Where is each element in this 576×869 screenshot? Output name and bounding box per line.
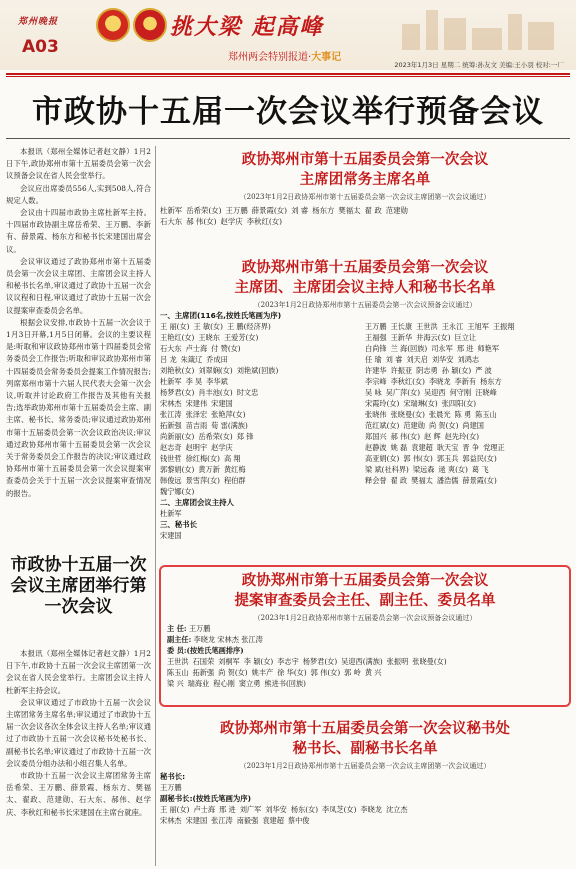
name-row	[160, 453, 365, 464]
person-name: 潘浩儒	[436, 476, 459, 485]
person-name: 景雪萍(女)	[185, 476, 220, 485]
name-row	[365, 398, 570, 409]
article-paragraph: 本报讯（郑州全媒体记者赵文静）1月2日下午,政协郑州市第十五届委员会第一次会议预备会议在省人民会堂举行。	[6, 147, 151, 181]
name-row	[160, 398, 365, 409]
article-paragraph: 根据会议安排,市政协十五届一次会议于1月3日开幕,1月5日闭幕。会议的主要议程是:听取和审议政协郑州市第十四届委员会常务委员会工作报告;听取和审议政协郑州市第十四届委员会常务委员会提案工作情况报告;列席郑州市第十六届人民代表大会第一次会议,听取并讨论政府工作报告及其他有关报告;选举政协郑州市第十五届委员会主席、副主席、秘书长、常务委员;审议通过政协郑州市第十五届委员会第一次会议政治决议;审议通过政协郑州市第十五届委员会第一次会议关于常务委员会工作报告的决议;审议通过政协郑州市第十五届委员会第一次会议提案审查委员会关于十五届一次会议提案审查情况的报告。	[6, 317, 151, 498]
director-name: 王万鹏	[188, 624, 211, 633]
name-row	[167, 667, 563, 678]
person-name: 许建华	[365, 366, 387, 375]
person-name: 王福强	[365, 333, 387, 342]
person-name: 王永江	[441, 322, 464, 331]
person-name: 刘华安	[431, 355, 454, 364]
person-name: 苗吉雨	[185, 421, 208, 430]
person-name: 井海云(女)	[416, 333, 451, 342]
person-name: 吴迎西	[424, 388, 446, 397]
list-note: （2023年1月2日政协郑州市第十五届委员会第一次会议主席团第一次会议通过）	[239, 762, 491, 770]
name-row	[365, 442, 570, 453]
person-name: 葛 飞	[471, 465, 489, 474]
national-emblem-icon	[96, 8, 130, 42]
person-name: 宋建国	[211, 399, 233, 408]
section-label: 秘书长:	[160, 772, 186, 781]
article-paragraph: 会议由十四届市政协主席杜新军主持。十四届市政协副主席岳希荣、王万鹏、李新有、薛景霞、杨东方和秘书长宋建国出席会议。	[6, 208, 151, 254]
deputy-names: 李晓龙 宋林杰 张江涛	[193, 635, 263, 644]
person-name: 荀 雷(满族)	[211, 421, 248, 430]
person-name: 尚 贺(女)	[428, 421, 459, 430]
name-row	[160, 332, 365, 343]
article-paragraph: 市政协十五届一次会议主席团常务主席岳希荣、王万鹏、薛景霞、杨东方、樊福太、翟政、范建勋、石大东、郝伟、赵学庆、李秋红和秘书长宋建国在主席台就座。	[6, 771, 151, 817]
person-name: 韩俊远	[160, 476, 182, 485]
masthead	[0, 0, 576, 70]
person-name: 郝 伟(女)	[186, 217, 217, 226]
name-row	[160, 409, 365, 420]
person-name: 郝 伟(女)	[390, 432, 421, 441]
list-title: 主席团、主席团会议主持人和秘书长名单	[234, 280, 496, 296]
person-name: 王 敏(女)	[193, 322, 223, 331]
article-paragraph: 会议应出席委员556人,实到508人,符合规定人数。	[6, 183, 151, 205]
person-name: 张晓伟	[365, 410, 387, 419]
sub-article	[6, 648, 151, 868]
person-name: 黄红梅	[223, 465, 246, 474]
headline-rule	[6, 138, 570, 139]
issue-meta: 2023年1月3日 星期二 统筹:孙友文 美编:王小羽 校对:一厂	[394, 61, 564, 69]
name-row	[365, 475, 570, 486]
person-name: 梁远森	[412, 465, 435, 474]
person-name: 陈玉山	[167, 668, 189, 677]
sub-article-headline: 市政协十五届一次会议主席团举行第一次会议	[10, 555, 147, 617]
person-name: 翟 政	[364, 206, 382, 215]
person-name: 王旭军	[467, 322, 489, 331]
person-name: 王长康	[390, 322, 413, 331]
person-name: 石国荣	[192, 657, 215, 666]
list-note: （2023年1月2日政协郑州市第十五届委员会第一次会议主席团第一次会议通过）	[239, 193, 491, 201]
person-name: 杜新军	[160, 377, 182, 386]
names-grid-left	[160, 321, 365, 497]
person-name: 高 翔	[223, 454, 241, 463]
person-name: 樊福太	[411, 476, 433, 485]
person-name: 卢士海	[193, 805, 216, 814]
person-name: 张晓曼(女)	[412, 657, 447, 666]
person-name: 赵学庆	[211, 443, 233, 452]
person-name: 刘鸿志	[457, 355, 480, 364]
person-name: 王新华	[390, 333, 413, 342]
person-name: 袁建超	[411, 443, 433, 452]
article-paragraph: 本报讯（郑州全媒体记者赵文静）1月2日下午,市政协十五届一次会议主席团第一次会议在省人民会堂举行。主席团会议主持人杜新军主持会议。	[6, 649, 151, 695]
person-name: 赵先玲(女)	[444, 432, 480, 441]
person-name: 窦立勇	[238, 679, 261, 688]
person-name: 吴广萍(女)	[385, 388, 421, 397]
person-name: 姚 磊	[390, 443, 408, 452]
person-name: 王万鹏	[225, 206, 248, 215]
person-name: 杨东方	[480, 377, 502, 386]
name-row	[160, 815, 570, 826]
person-name: 刘 睿	[291, 206, 309, 215]
secretariat-list	[160, 719, 570, 826]
person-name: 许振亚	[390, 366, 413, 375]
person-name: 沈立杰	[385, 805, 408, 814]
person-name: 翟 政	[390, 476, 408, 485]
person-name: 郭益民(女)	[462, 454, 497, 463]
name-row	[365, 387, 570, 398]
person-name: 徐 华(女)	[277, 668, 307, 677]
name-row	[160, 431, 365, 442]
person-name: 李志宇	[277, 657, 299, 666]
person-name: 吴迎西(满族)	[341, 657, 383, 666]
person-name: 肖丰池(女)	[198, 388, 233, 397]
person-name: 拓新强	[160, 421, 182, 430]
person-name: 程伯群	[223, 476, 246, 485]
person-name: 张晓曼(女)	[390, 410, 425, 419]
name-row	[365, 365, 570, 376]
name-row	[160, 354, 365, 365]
person-name: 李晓龙	[428, 377, 451, 386]
name-row	[160, 216, 570, 227]
person-name: 王 丽(女)	[160, 805, 190, 814]
person-name: 石大东	[160, 217, 183, 226]
person-name: 王世洪	[416, 322, 438, 331]
person-name: 邢 进	[456, 344, 474, 353]
director-label: 主 任:	[167, 624, 187, 633]
person-name: 吴 咏	[365, 388, 382, 397]
person-name: 王万鹏	[365, 322, 387, 331]
person-name: 赵志奇	[160, 443, 182, 452]
person-name: 李 颖(女)	[243, 657, 274, 666]
person-name: 宋林杰	[160, 816, 182, 825]
person-name: 薛景霞(女)	[462, 476, 497, 485]
person-name: 薛景霞(女)	[251, 206, 288, 215]
person-name: 白尚锋	[365, 344, 387, 353]
name-row	[160, 365, 365, 376]
name-row	[167, 656, 563, 667]
name-row	[160, 475, 365, 486]
person-name: 尚建国	[462, 421, 484, 430]
person-name: 付 赞(女)	[211, 344, 241, 353]
person-name: 王爱芳(女)	[223, 333, 259, 342]
members-row	[167, 645, 563, 656]
person-name: 梁 兴	[167, 679, 184, 688]
person-name: 郭 伟(女)	[403, 454, 433, 463]
person-name: 郭 伟(女)	[310, 668, 341, 677]
cppcc-emblem-icon	[133, 8, 167, 42]
person-name: 陈 勇	[454, 410, 472, 419]
list-title: 秘书长、副秘书长名单	[292, 741, 438, 757]
person-name: 刘华安	[265, 805, 287, 814]
person-name: 刘翠娴(女)	[198, 366, 233, 375]
person-name: 尚 贺(女)	[218, 668, 248, 677]
name-row	[160, 486, 365, 497]
name-row	[167, 678, 563, 689]
person-name: 梁 斌(社科界)	[365, 465, 409, 474]
person-name: 范建勋	[403, 421, 425, 430]
name-row	[160, 376, 365, 387]
person-name: 乔成田	[206, 355, 228, 364]
name-row	[365, 409, 570, 420]
presidium-list	[160, 258, 570, 541]
person-name: 李新有	[454, 377, 477, 386]
person-name: 王晓东	[198, 333, 220, 342]
proposal-review-committee-list	[159, 565, 571, 707]
person-name: 兰 海(回族)	[390, 344, 428, 353]
person-name: 黄 兴	[364, 668, 382, 677]
person-name: 姚丰产	[251, 668, 274, 677]
person-name: 任 瑜	[365, 355, 382, 364]
person-name: 张江涛	[160, 410, 182, 419]
name-row	[365, 321, 570, 332]
name-row	[160, 442, 365, 453]
person-name: 黄万新	[198, 465, 220, 474]
person-name: 樊福太	[338, 206, 361, 215]
deputy-label: 副主任:	[167, 635, 192, 644]
building-silhouette-icon	[392, 4, 572, 50]
person-name: 刘艳秋(女)	[160, 366, 195, 375]
person-name: 朱箴辽	[180, 355, 203, 364]
names-grid-right	[365, 321, 570, 497]
person-name: 师艳军	[477, 344, 500, 353]
person-name: 逯 爽(女)	[438, 465, 468, 474]
slogan-banner: 挑大梁 起高峰	[170, 15, 324, 40]
name-row	[160, 420, 365, 431]
person-name: 袁建超	[262, 816, 284, 825]
person-name: 石大东	[160, 344, 182, 353]
section-label: 一、主席团(116名,按姓氏笔画为序)	[160, 311, 282, 320]
person-name: 司永军	[431, 344, 453, 353]
person-name: 党理正	[483, 443, 505, 452]
person-name: 张江涛	[211, 816, 233, 825]
person-name: 刘 睿	[385, 355, 403, 364]
person-name: 李晓龙	[360, 805, 382, 814]
masthead-rule-thin	[6, 76, 570, 77]
person-name: 拓新强	[192, 668, 215, 677]
person-name: 岳希荣(女)	[186, 206, 222, 215]
name-row	[160, 205, 570, 216]
person-name: 巨立让	[454, 333, 477, 342]
name-row	[160, 464, 365, 475]
name-row	[160, 804, 570, 815]
person-name: 郑国兴	[365, 432, 387, 441]
name-row	[160, 387, 365, 398]
person-name: 刘天启	[406, 355, 428, 364]
list-note: （2023年1月2日政协郑州市第十五届委员会第一次会议预备会议通过）	[253, 301, 477, 309]
person-name: 熊进书(回族)	[264, 679, 306, 688]
person-name: 张艳萍(女)	[211, 410, 246, 419]
person-name: 赵学庆	[220, 217, 243, 226]
person-name: 晋 争	[462, 443, 480, 452]
person-name: 赵静波	[365, 443, 387, 452]
person-name: 时文忠	[236, 388, 259, 397]
column-divider	[155, 146, 156, 866]
list-title: 政协郑州市第十五届委员会第一次会议	[241, 152, 489, 168]
person-name: 李宗峰	[365, 377, 387, 386]
name-row	[160, 321, 365, 332]
person-name: 张振明	[386, 657, 409, 666]
article-paragraph: 会议审议通过了政协郑州市第十五届委员会第一次会议主席团、主席团会议主持人和秘书长名单,审议通过了政协十五届一次会议议程和日程,审议通过了政协十五届一次会议提案审查委员会名单。	[6, 256, 151, 315]
person-name: 杨梦君(女)	[160, 388, 195, 397]
person-name: 郭玉兵	[436, 454, 459, 463]
name-row	[365, 431, 570, 442]
page-number: A03	[22, 37, 59, 57]
person-name: 宋瑞琳(女)	[403, 399, 438, 408]
section-label: 副秘书长:(按姓氏笔画为序)	[160, 794, 252, 803]
name-row	[365, 464, 570, 475]
person-name: 郭黎娟(女)	[160, 465, 195, 474]
masthead-rule	[6, 73, 570, 75]
person-name: 郑 锋	[236, 432, 254, 441]
person-name: 李秋红(女)	[390, 377, 425, 386]
name-row	[365, 376, 570, 387]
special-report-subtitle: 郑州两会特别报道·大事记	[228, 52, 342, 63]
person-name: 魏宁娜(女)	[160, 487, 195, 496]
section-label: 三、秘书长	[160, 520, 197, 529]
section-label: 二、主席团会议主持人	[160, 498, 234, 507]
name-row	[365, 343, 570, 354]
names-grid	[167, 656, 563, 689]
person-name: 宋建伟	[185, 399, 208, 408]
person-name: 陈玉山	[475, 410, 497, 419]
person-name: 赵明宇	[185, 443, 208, 452]
person-name: 宋霞玲(女)	[365, 399, 400, 408]
person-name: 赵 辉	[424, 432, 441, 441]
person-name: 王 鹏(经济界)	[226, 322, 271, 331]
person-name: 张四阳(女)	[441, 399, 477, 408]
person-name: 李凤芝(女)	[322, 805, 357, 814]
person-name: 杜新军	[160, 206, 183, 215]
person-name: 何守刚	[449, 388, 472, 397]
person-name: 钱世哲	[160, 454, 182, 463]
person-name: 李 昊	[185, 377, 203, 386]
secretary-name: 宋建国	[160, 531, 182, 540]
person-name: 严 波	[475, 366, 492, 375]
person-name: 阴志勇	[416, 366, 438, 375]
person-name: 宋林杰	[160, 399, 182, 408]
person-name: 范建勋	[385, 206, 408, 215]
person-name: 高亚娟(女)	[365, 454, 400, 463]
person-name: 程心刚	[213, 679, 235, 688]
article-paragraph: 会议审议通过了市政协十五届一次会议主席团常务主席名单;审议通过了市政协十五届一次会议各次全体会议主持人名单;审议通过了市政协十五届一次会议秘书处秘书长、副秘书长名单;审议通过了市政协十五届一次会议委员分组办法和小组召集人名单。	[6, 697, 151, 768]
person-name: 王 丽(女)	[160, 322, 190, 331]
person-name: 邢 进	[219, 805, 236, 814]
person-name: 王振翔	[492, 322, 515, 331]
subtitle-suffix: 大事记	[311, 52, 342, 63]
list-title: 提案审查委员会主任、副主任、委员名单	[234, 593, 496, 609]
name-row	[365, 453, 570, 464]
person-name: 刘广军	[239, 805, 262, 814]
subtitle-prefix: 郑州两会特别报道	[228, 52, 308, 63]
person-name: 瑞海业	[187, 679, 210, 688]
person-name: 汪晓峰	[475, 388, 497, 397]
person-name: 郭 岭	[344, 668, 361, 677]
deputy-row	[167, 634, 563, 645]
list-title: 政协郑州市第十五届委员会第一次会议	[241, 573, 489, 589]
person-name: 尚新丽(女)	[160, 432, 195, 441]
list-note: （2023年1月2日政协郑州市第十五届委员会第一次会议预备会议通过）	[253, 614, 477, 622]
person-name: 杨东方	[312, 206, 335, 215]
names-grid	[160, 804, 570, 826]
name-row	[365, 332, 570, 343]
name-row	[365, 420, 570, 431]
secretary-general-name: 王万鹏	[160, 783, 182, 792]
person-name: 杨东(女)	[290, 805, 319, 814]
names-grid	[160, 205, 570, 227]
person-name: 释会誉	[365, 476, 387, 485]
person-name: 孙 颖(女)	[441, 366, 472, 375]
person-name: 吕 龙	[160, 355, 177, 364]
list-title: 政协郑州市第十五届委员会第一次会议秘书处	[220, 721, 510, 737]
presidium-columns	[160, 321, 570, 497]
director-row	[167, 623, 563, 634]
person-name: 宋建国	[185, 816, 208, 825]
person-name: 王世洪	[167, 657, 189, 666]
newspaper-brand: 郑州晚报	[18, 17, 59, 27]
person-name: 卢士海	[185, 344, 208, 353]
person-name: 张晨光	[428, 410, 451, 419]
person-name: 范红斌(女)	[365, 421, 400, 430]
person-name: 耿天宝	[436, 443, 459, 452]
person-name: 王艳红(女)	[160, 333, 195, 342]
person-name: 杨梦君(女)	[302, 657, 338, 666]
person-name: 李华斌	[206, 377, 228, 386]
list-title: 主席团常务主席名单	[299, 172, 431, 188]
standing-chairs-list	[160, 150, 570, 227]
person-name: 张泽宏	[185, 410, 208, 419]
person-name: 李秋红(女)	[246, 217, 283, 226]
page-headline: 市政协十五届一次会议举行预备会议	[32, 94, 544, 130]
name-row	[160, 343, 365, 354]
host-name: 杜新军	[160, 509, 182, 518]
person-name: 刘桐军	[218, 657, 240, 666]
person-name: 岳希荣(女)	[198, 432, 233, 441]
person-name: 刘艳斌(回族)	[236, 366, 279, 375]
members-label: 委 员:(按姓氏笔画排序)	[167, 646, 244, 655]
person-name: 徐红梅(女)	[185, 454, 220, 463]
person-name: 蔡中俊	[287, 816, 310, 825]
list-title: 政协郑州市第十五届委员会第一次会议	[241, 260, 489, 276]
person-name: 南毅强	[236, 816, 259, 825]
name-row	[365, 354, 570, 365]
